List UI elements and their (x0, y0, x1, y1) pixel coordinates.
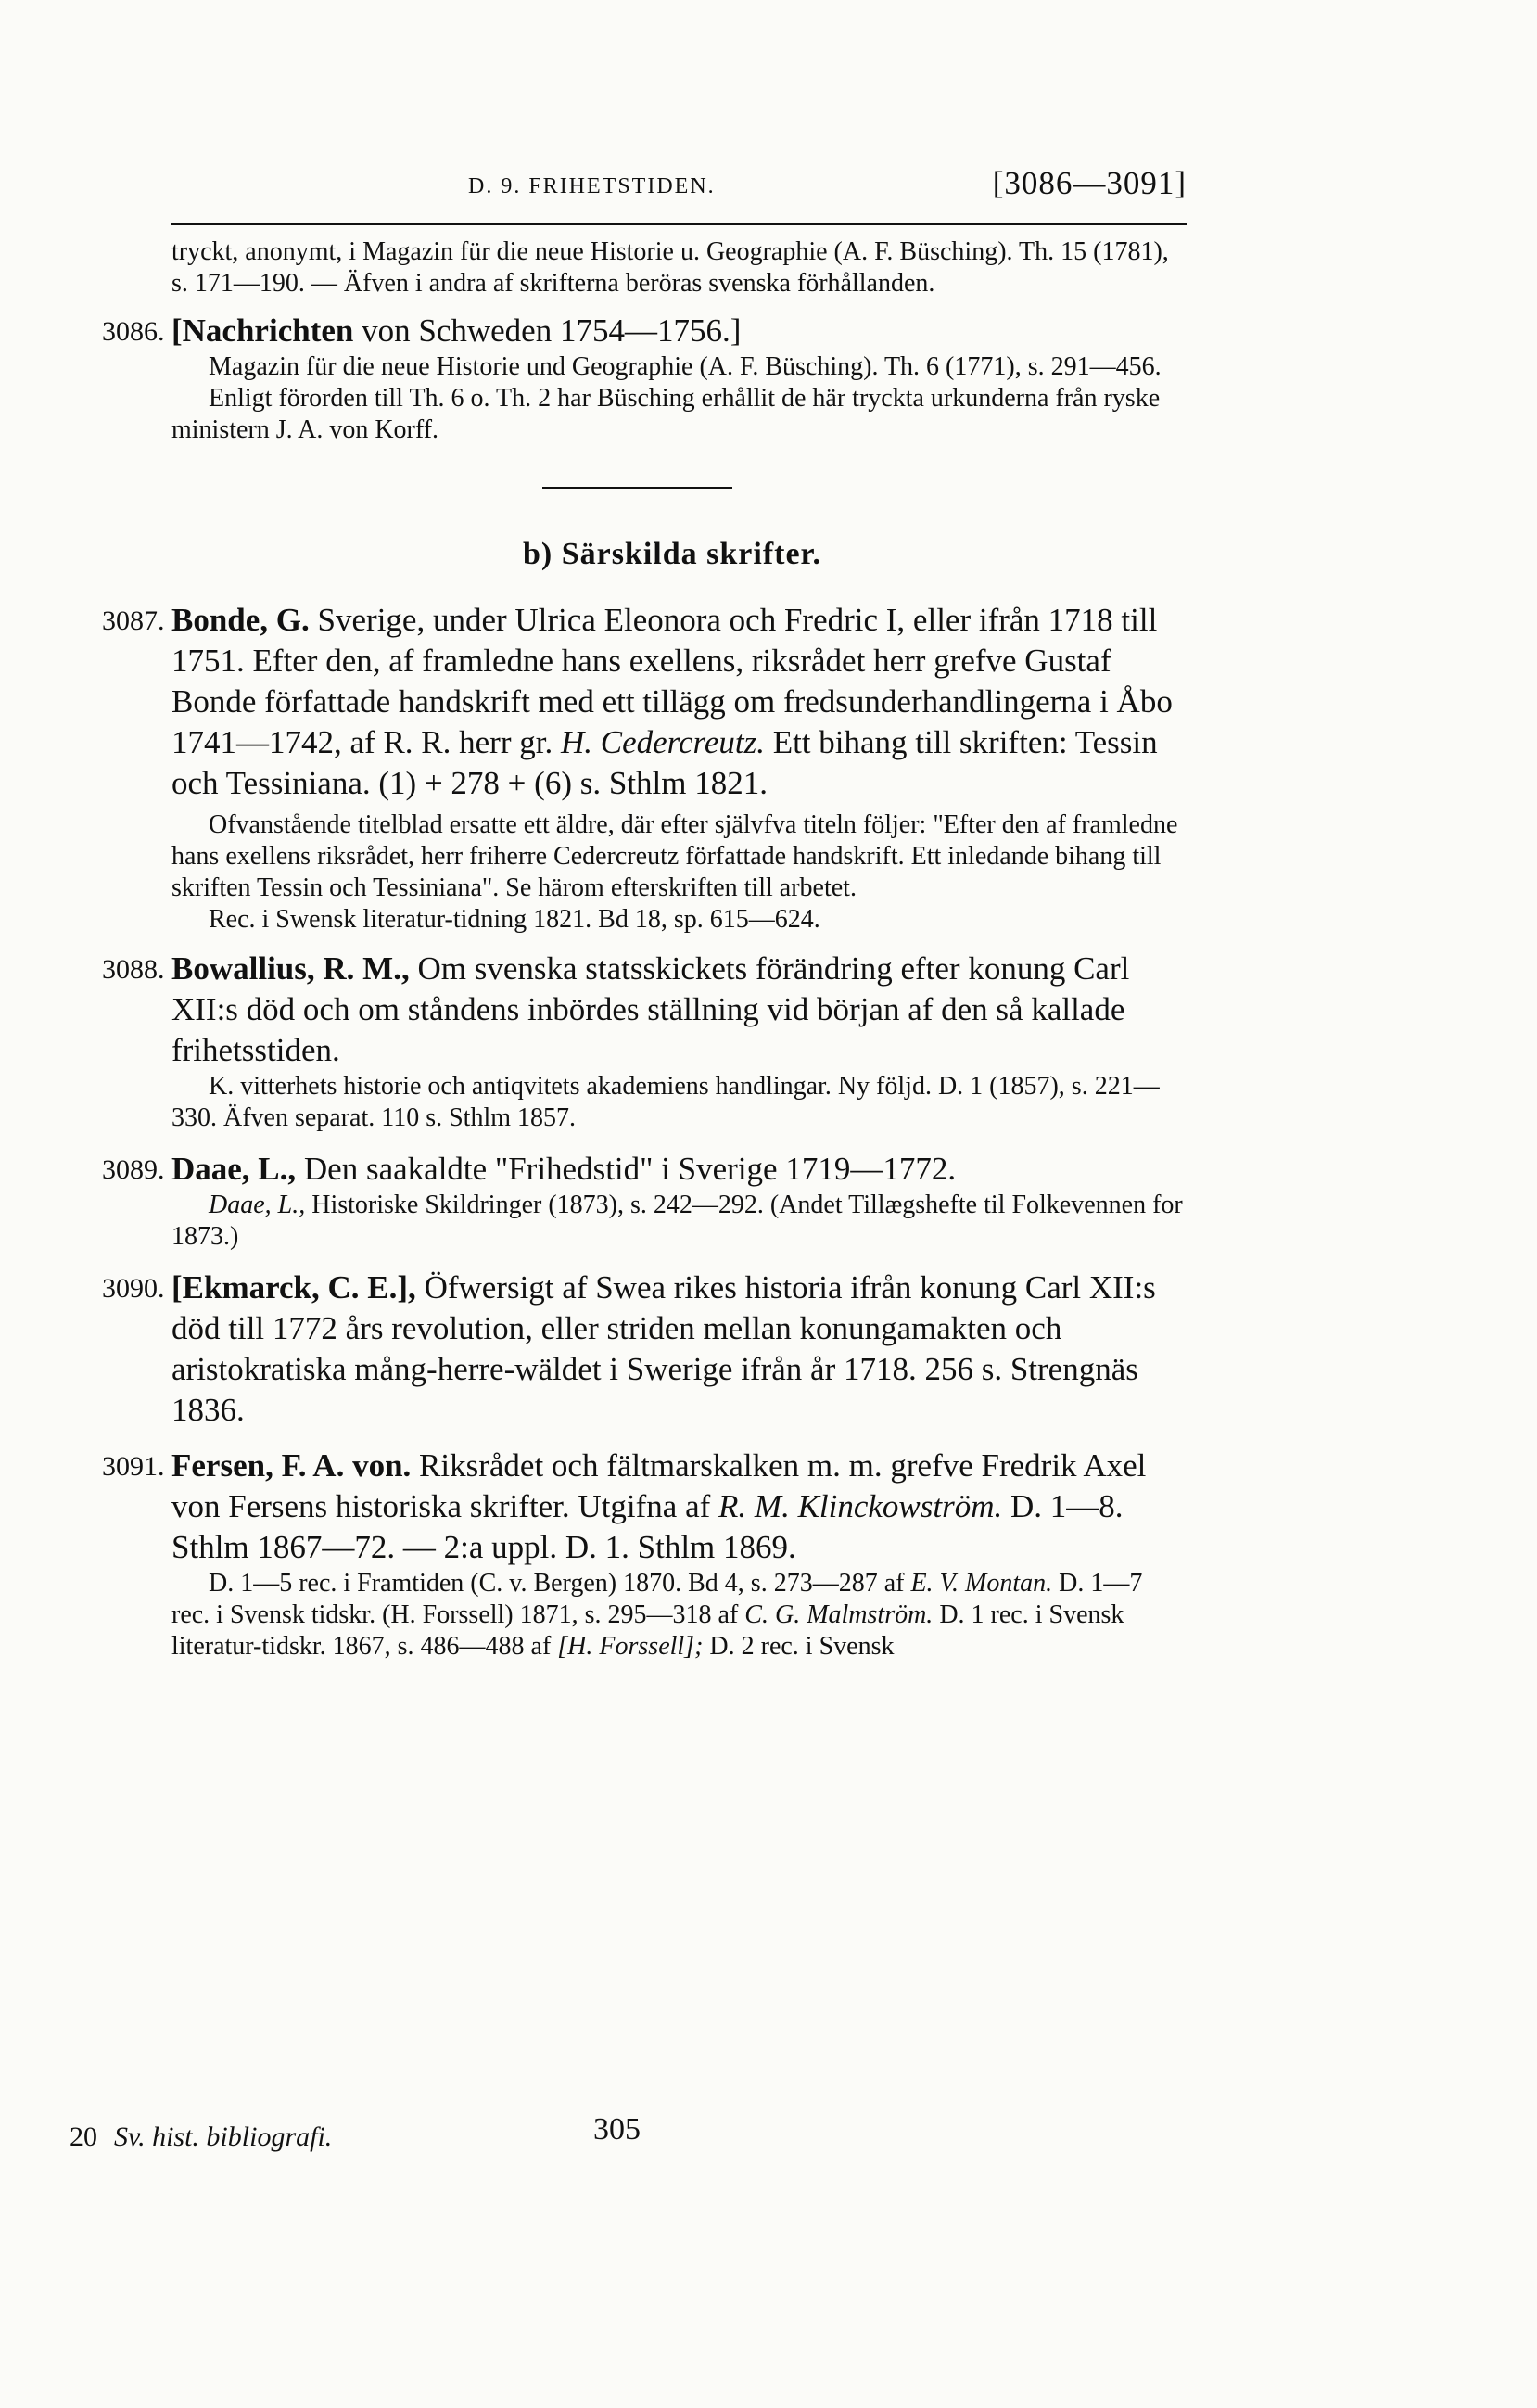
entry-number: 3087. (102, 605, 165, 636)
entry-title-text: Riksrådet och fältmarskalken m. m. grefve Fredrik Axel von Fersens historiska skrifter. Utgifna af (171, 1447, 1147, 1524)
entry-title-italic: R. M. Klinckowström. (718, 1488, 1003, 1524)
note-italic: E. V. Montan. (910, 1569, 1053, 1598)
page-footer (70, 2112, 1191, 2159)
entry-3087 (102, 600, 1187, 936)
entry-note (171, 1568, 1187, 1663)
entry-title-text-2: Ett bihang till skriften: Tessin och Tessiniana. (1) + 278 + (6) s. Sthlm 1821. (171, 724, 1158, 801)
entry-title (171, 311, 1187, 351)
entry-note: Ofvanstående titelblad ersatte ett äldre, där efter självfva titeln följer: "Efter den af framledne hans exellens riksrådet, herr friherre Cedercreutz författade handskrift. Ett inledande bihang till skriften Tessin och Tessiniana". Se härom efterskriften till arbetet. (171, 810, 1178, 902)
running-title: D. 9. FRIHETSTIDEN. (468, 174, 716, 198)
entry-author: [Nachrichten (171, 312, 354, 349)
entry-note: Rec. i Swensk literatur-tidning 1821. Bd 18, sp. 615—624. (209, 905, 820, 934)
entry-number: 3086. (102, 316, 165, 347)
entry-author: [Ekmarck, C. E.], (171, 1269, 416, 1306)
entry-author: Fersen, F. A. von. (171, 1447, 412, 1484)
entry-author: Bowallius, R. M., (171, 950, 410, 987)
note-italic: C. G. Malmström. (744, 1600, 934, 1629)
sheet-number: 20 (70, 2121, 97, 2152)
entry-number: 3091. (102, 1451, 165, 1482)
page-header (171, 165, 1187, 202)
note-text: D. 2 rec. i Svensk (703, 1632, 895, 1661)
entry-title (171, 949, 1187, 1071)
page-number: 305 (593, 2112, 641, 2147)
entry-title-text: Den saakaldte "Frihedstid" i Sverige 1719—1772. (296, 1151, 957, 1187)
signature-mark (70, 2121, 332, 2153)
entry-note-italic: Daae, L., (209, 1191, 306, 1219)
entry-title (171, 600, 1187, 804)
note-italic: [H. Forssell]; (557, 1632, 704, 1661)
entry-title-text: von Schweden 1754—1756.] (353, 312, 742, 349)
entry-3086 (102, 311, 1187, 446)
entry-3088 (102, 949, 1187, 1134)
entry-title-italic: H. Cedercreutz. (560, 724, 765, 760)
entry-title (171, 1268, 1187, 1431)
entry-number: 3088. (102, 954, 165, 985)
continuation-text: tryckt, anonymt, i Magazin für die neue Historie u. Geographie (A. F. Büsching). Th. 15 (1781), s. 171—190. — Äfven i andra af skrifterna beröras svenska förhållanden. (171, 237, 1169, 298)
signature-title: Sv. hist. bibliografi. (114, 2121, 333, 2152)
entry-note: Enligt förorden till Th. 6 o. Th. 2 har Büsching erhållit de här tryckta urkunderna från ryske ministern J. A. von Korff. (171, 384, 1161, 444)
entry-number: 3090. (102, 1273, 165, 1304)
entry-title-text-2: D. 1—8. Sthlm 1867—72. — 2:a uppl. D. 1. Sthlm 1869. (171, 1488, 1124, 1565)
note-text: D. 1 rec. i Svensk literatur-tidskr. 1867, s. 486—488 af (171, 1600, 1124, 1661)
note-text: D. 1—7 rec. i Svensk tidskr. (H. Forssell) 1871, s. 295—318 af (171, 1569, 1143, 1629)
entry-note-text: Historiske Skildringer (1873), s. 242—292. (Andet Tillægshefte til Folkevennen for 1873.) (171, 1191, 1183, 1251)
page-body (102, 236, 1187, 1663)
section-heading: b) Särskilda skrifter. (522, 537, 822, 571)
entry-range: [3086—3091] (992, 165, 1187, 201)
entry-number: 3089. (102, 1154, 165, 1185)
entry-author: Daae, L., (171, 1151, 297, 1187)
entry-title (171, 1446, 1187, 1568)
entry-title-text: Öfwersigt af Swea rikes historia ifrån konung Carl XII:s död till 1772 års revolution, eller striden mellan konungamakten och aristokratiska mång-herre-wäldet i Swerige ifrån år 1718. 256 s. Strengnäs 1836. (171, 1269, 1156, 1428)
entry-3089 (102, 1149, 1187, 1253)
entry-title-text: Sverige, under Ulrica Eleonora och Fredric I, eller ifrån 1718 till 1751. Efter den, af framledne hans exellens, riksrådet herr grefve Gustaf Bonde författade handskrift med ett tillägg om fredsunderhandlingerna i Åbo 1741—1742, af R. R. herr gr. (171, 602, 1173, 760)
entry-author: Bonde, G. (171, 602, 310, 638)
separator-rule (542, 487, 732, 489)
entry-title-text: Om svenska statsskickets förändring efter konung Carl XII:s död och om ståndens inbördes ställning vid början af den så kallade frihetsstiden. (171, 950, 1130, 1068)
header-rule (171, 223, 1187, 225)
entry-title (171, 1149, 1187, 1190)
entry-3091 (102, 1446, 1187, 1663)
entry-note: K. vitterhets historie och antiqvitets akademiens handlingar. Ny följd. D. 1 (1857), s. 221—330. Äfven separat. 110 s. Sthlm 1857. (171, 1072, 1160, 1132)
entry-note (171, 1190, 1187, 1253)
note-text: D. 1—5 rec. i Framtiden (C. v. Bergen) 1870. Bd 4, s. 273—287 af (209, 1569, 911, 1598)
entry-3090 (102, 1268, 1187, 1431)
entry-note: Magazin für die neue Historie und Geographie (A. F. Büsching). Th. 6 (1771), s. 291—456. (209, 352, 1162, 381)
